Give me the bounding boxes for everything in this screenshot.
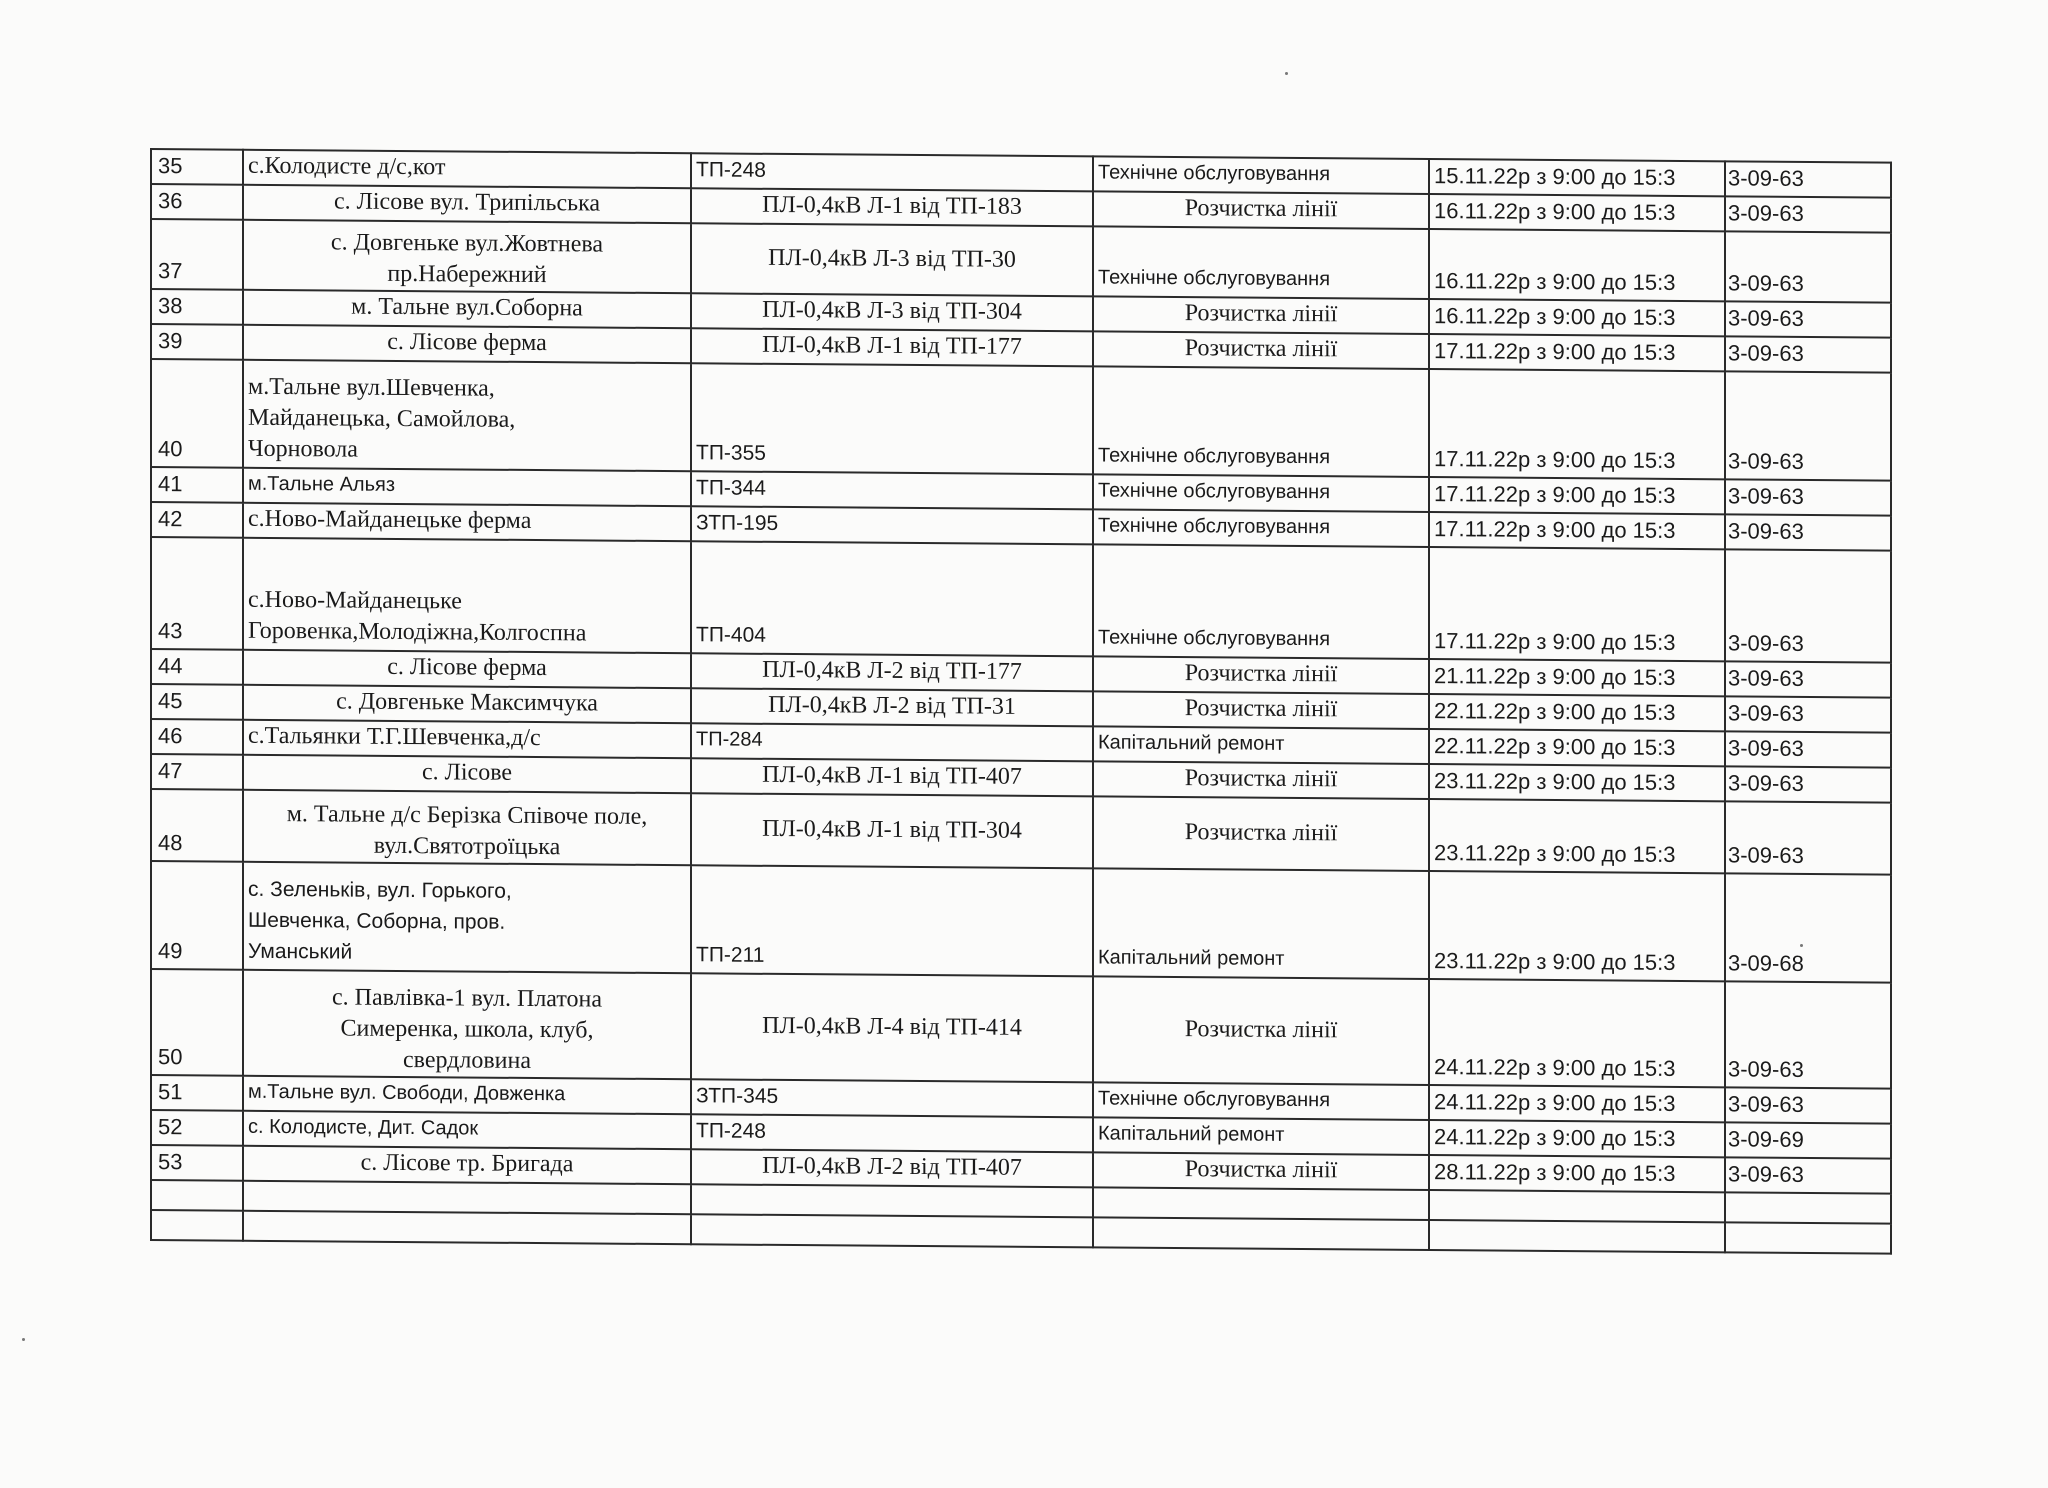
- date-cell: 28.11.22р з 9:00 до 15:3: [1429, 1155, 1725, 1192]
- address-cell: с. Лісове тр. Бригада: [243, 1146, 691, 1185]
- work-type-cell: Капітальний ремонт: [1093, 1117, 1429, 1155]
- phone-code-cell: 3-09-63: [1725, 336, 1891, 372]
- date-cell: 24.11.22р з 9:00 до 15:3: [1429, 979, 1725, 1087]
- address-cell: с.Тальянки Т.Г.Шевченка,д/с: [243, 720, 691, 759]
- address-cell: с. Довгеньке Максимчука: [243, 685, 691, 724]
- empty-cell: [691, 1214, 1093, 1247]
- date-cell: 17.11.22р з 9:00 до 15:3: [1429, 547, 1725, 661]
- empty-cell: [1093, 1187, 1429, 1220]
- empty-cell: [243, 1211, 691, 1245]
- work-type-cell: Розчистка лінії: [1093, 331, 1429, 369]
- row-number: 47: [151, 754, 243, 790]
- table-row: [151, 789, 1891, 875]
- work-type-cell: Технічне обслуговування: [1093, 366, 1429, 477]
- work-type-cell: Розчистка лінії: [1093, 191, 1429, 229]
- object-cell: ТП-344: [691, 471, 1093, 509]
- table-row: [151, 861, 1891, 983]
- scan-speck: [22, 1338, 25, 1341]
- date-cell: 16.11.22р з 9:00 до 15:3: [1429, 194, 1725, 231]
- date-cell: 17.11.22р з 9:00 до 15:3: [1429, 369, 1725, 479]
- row-number: 52: [151, 1110, 243, 1146]
- empty-cell: [1429, 1220, 1725, 1252]
- row-number: 53: [151, 1145, 243, 1181]
- phone-code-cell: 3-09-69: [1725, 1122, 1891, 1158]
- empty-cell: [151, 1210, 243, 1241]
- phone-code-cell: 3-09-63: [1725, 231, 1891, 302]
- work-type-cell: Капітальний ремонт: [1093, 868, 1429, 979]
- scan-speck: [1800, 944, 1803, 947]
- row-number: 45: [151, 684, 243, 720]
- row-number: 40: [151, 359, 243, 468]
- row-number: 48: [151, 789, 243, 862]
- work-type-cell: Технічне обслуговування: [1093, 156, 1429, 194]
- row-number: 49: [151, 861, 243, 970]
- address-cell: с. Павлівка-1 вул. Платона Симеренка, школа, клуб, свердловина: [243, 970, 691, 1080]
- phone-code-cell: 3-09-63: [1725, 514, 1891, 550]
- object-cell: ПЛ-0,4кВ Л-3 від ТП-304: [691, 293, 1093, 331]
- phone-code-cell: 3-09-63: [1725, 301, 1891, 337]
- object-cell: ПЛ-0,4кВ Л-3 від ТП-30: [691, 223, 1093, 296]
- date-cell: 23.11.22р з 9:00 до 15:3: [1429, 764, 1725, 801]
- work-type-cell: Розчистка лінії: [1093, 691, 1429, 729]
- address-cell: с. Колодисте, Дит. Садок: [243, 1111, 691, 1150]
- date-cell: 16.11.22р з 9:00 до 15:3: [1429, 229, 1725, 301]
- object-cell: ТП-248: [691, 153, 1093, 191]
- phone-code-cell: 3-09-63: [1725, 981, 1891, 1088]
- object-cell: ПЛ-0,4кВ Л-2 від ТП-31: [691, 688, 1093, 726]
- object-cell: ПЛ-0,4кВ Л-1 від ТП-177: [691, 328, 1093, 366]
- object-cell: ТП-248: [691, 1114, 1093, 1152]
- table-row: [151, 359, 1891, 481]
- work-type-cell: Технічне обслуговування: [1093, 1082, 1429, 1120]
- address-cell: с.Колодисте д/с,кот: [243, 150, 691, 189]
- object-cell: ПЛ-0,4кВ Л-2 від ТП-177: [691, 653, 1093, 691]
- row-number: 51: [151, 1075, 243, 1111]
- date-cell: 24.11.22р з 9:00 до 15:3: [1429, 1120, 1725, 1157]
- date-cell: 15.11.22р з 9:00 до 15:3: [1429, 159, 1725, 196]
- row-number: 37: [151, 219, 243, 290]
- phone-code-cell: 3-09-63: [1725, 801, 1891, 874]
- date-cell: 22.11.22р з 9:00 до 15:3: [1429, 729, 1725, 766]
- work-type-cell: Розчистка лінії: [1093, 656, 1429, 694]
- address-cell: с. Лісове вул. Трипільська: [243, 185, 691, 224]
- address-cell: м. Тальне д/с Берізка Співоче поле, вул.Святотроїцька: [243, 790, 691, 866]
- address-cell: м. Тальне вул.Соборна: [243, 290, 691, 329]
- address-cell: м.Тальне Альяз: [243, 468, 691, 507]
- work-type-cell: Технічне обслуговування: [1093, 226, 1429, 299]
- work-type-cell: Технічне обслуговування: [1093, 544, 1429, 659]
- phone-code-cell: 3-09-63: [1725, 371, 1891, 480]
- empty-cell: [1725, 1222, 1891, 1253]
- phone-code-cell: 3-09-63: [1725, 196, 1891, 232]
- phone-code-cell: 3-09-63: [1725, 1087, 1891, 1123]
- empty-cell: [1429, 1190, 1725, 1222]
- work-type-cell: Розчистка лінії: [1093, 1152, 1429, 1190]
- address-cell: с.Ново-Майданецьке Горовенка,Молодіжна,Колгоспна: [243, 538, 691, 654]
- address-cell: м.Тальне вул. Свободи, Довженка: [243, 1076, 691, 1115]
- date-cell: 23.11.22р з 9:00 до 15:3: [1429, 871, 1725, 981]
- phone-code-cell: 3-09-63: [1725, 661, 1891, 697]
- phone-code-cell: 3-09-63: [1725, 1157, 1891, 1193]
- work-type-cell: Технічне обслуговування: [1093, 509, 1429, 547]
- empty-cell: [1093, 1217, 1429, 1250]
- work-type-cell: Розчистка лінії: [1093, 796, 1429, 871]
- row-number: 43: [151, 537, 243, 650]
- address-cell: м.Тальне вул.Шевченка, Майданецька, Самойлова, Чорновола: [243, 360, 691, 472]
- object-cell: ПЛ-0,4кВ Л-2 від ТП-407: [691, 1149, 1093, 1187]
- work-type-cell: Технічне обслуговування: [1093, 474, 1429, 512]
- work-type-cell: Розчистка лінії: [1093, 976, 1429, 1085]
- scanned-table-page: [150, 148, 1890, 1294]
- row-number: 46: [151, 719, 243, 755]
- object-cell: ТП-404: [691, 541, 1093, 656]
- date-cell: 17.11.22р з 9:00 до 15:3: [1429, 477, 1725, 514]
- object-cell: ПЛ-0,4кВ Л-1 від ТП-183: [691, 188, 1093, 226]
- empty-cell: [691, 1184, 1093, 1217]
- date-cell: 22.11.22р з 9:00 до 15:3: [1429, 694, 1725, 731]
- address-cell: с. Довгеньке вул.Жовтнева пр.Набережний: [243, 220, 691, 294]
- address-cell: с. Лісове ферма: [243, 325, 691, 364]
- date-cell: 16.11.22р з 9:00 до 15:3: [1429, 299, 1725, 336]
- phone-code-cell: 3-09-68: [1725, 873, 1891, 982]
- phone-code-cell: 3-09-63: [1725, 766, 1891, 802]
- outage-schedule-table: [150, 148, 1892, 1255]
- object-cell: ТП-284: [691, 723, 1093, 761]
- table-row: [151, 537, 1891, 663]
- object-cell: ПЛ-0,4кВ Л-4 від ТП-414: [691, 973, 1093, 1082]
- date-cell: 17.11.22р з 9:00 до 15:3: [1429, 512, 1725, 549]
- object-cell: ЗТП-195: [691, 506, 1093, 544]
- row-number: 42: [151, 502, 243, 538]
- work-type-cell: Розчистка лінії: [1093, 761, 1429, 799]
- phone-code-cell: 3-09-63: [1725, 161, 1891, 197]
- row-number: 38: [151, 289, 243, 325]
- table-row: [151, 969, 1891, 1089]
- empty-cell: [243, 1181, 691, 1215]
- work-type-cell: Капітальний ремонт: [1093, 726, 1429, 764]
- object-cell: ЗТП-345: [691, 1079, 1093, 1117]
- address-cell: с. Зеленьків, вул. Горького, Шевченка, Соборна, пров. Уманський: [243, 862, 691, 974]
- row-number: 41: [151, 467, 243, 503]
- address-cell: с. Лісове: [243, 755, 691, 794]
- date-cell: 23.11.22р з 9:00 до 15:3: [1429, 799, 1725, 873]
- date-cell: 24.11.22р з 9:00 до 15:3: [1429, 1085, 1725, 1122]
- row-number: 50: [151, 969, 243, 1076]
- date-cell: 21.11.22р з 9:00 до 15:3: [1429, 659, 1725, 696]
- object-cell: ПЛ-0,4кВ Л-1 від ТП-407: [691, 758, 1093, 796]
- phone-code-cell: 3-09-63: [1725, 549, 1891, 662]
- address-cell: с. Лісове ферма: [243, 650, 691, 689]
- empty-cell: [1725, 1192, 1891, 1223]
- scan-speck: [1285, 72, 1288, 75]
- object-cell: ПЛ-0,4кВ Л-1 від ТП-304: [691, 793, 1093, 868]
- phone-code-cell: 3-09-63: [1725, 731, 1891, 767]
- address-cell: с.Ново-Майданецьке ферма: [243, 503, 691, 542]
- row-number: 44: [151, 649, 243, 685]
- object-cell: ТП-355: [691, 363, 1093, 474]
- work-type-cell: Розчистка лінії: [1093, 296, 1429, 334]
- row-number: 35: [151, 149, 243, 185]
- object-cell: ТП-211: [691, 865, 1093, 976]
- phone-code-cell: 3-09-63: [1725, 696, 1891, 732]
- row-number: 36: [151, 184, 243, 220]
- phone-code-cell: 3-09-63: [1725, 479, 1891, 515]
- row-number: 39: [151, 324, 243, 360]
- date-cell: 17.11.22р з 9:00 до 15:3: [1429, 334, 1725, 371]
- empty-cell: [151, 1180, 243, 1211]
